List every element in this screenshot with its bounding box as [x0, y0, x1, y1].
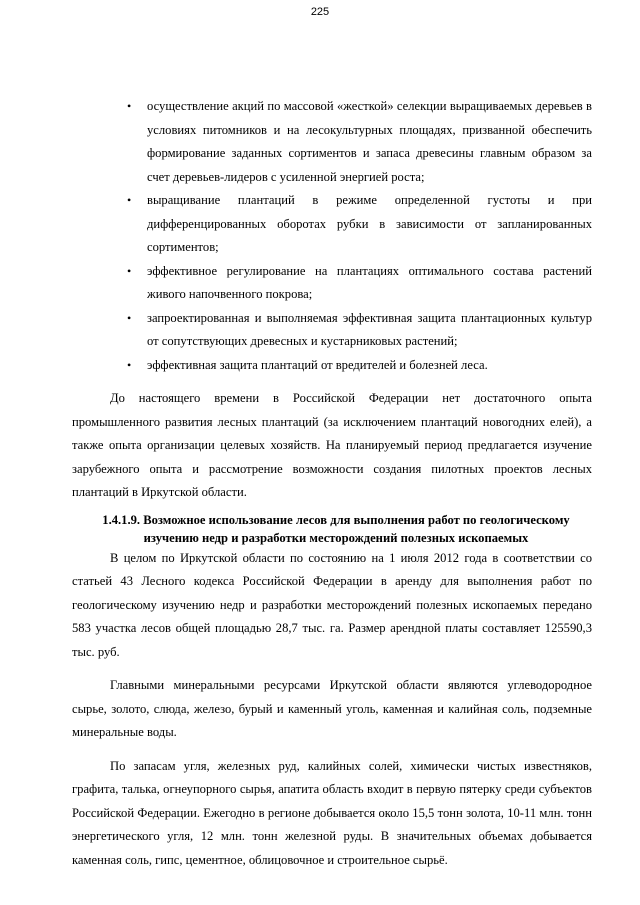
list-item-text: эффективная защита плантаций от вредителей и болезней леса.: [147, 357, 488, 372]
page-number: 225: [310, 6, 330, 18]
section-heading: 1.4.1.9. Возможное использование лесов для выполнения работ по геологическому изучению недр и разработки месторождений полезных ископаемых: [102, 512, 570, 545]
bullet-icon: •: [127, 263, 132, 278]
paragraph-reserves: По запасам угля, железных руд, калийных солей, химически чистых известняков, графита, талька, огнеупорного сырья, апатита область входит в первую пятерку среди субъектов Российской Федерации. Ежегодно в регионе добывается около 15,5 тонн золота, 10-11 млн. тонн энергетического угля, 12 млн. тонн железной руды. В значительных объемах добывается каменная соль, гипс, цементное, облицовочное и строительное сырьё.: [72, 758, 592, 867]
list-item-text: эффективное регулирование на плантациях оптимального состава растений живого напочвенного покрова;: [147, 263, 592, 301]
bullet-icon: •: [127, 193, 132, 207]
paragraph-mineral-resources: Главными минеральными ресурсами Иркутской области являются углеводородное сырье, золото, слюда, железо, бурый и каменный уголь, каменная и калийная соль, подземные минеральные воды.: [72, 678, 592, 739]
list-item-text: осуществление акций по массовой «жесткой» селекции выращиваемых деревьев в условиях питомников и на лесокультурных площадях, призванной обеспечить формирование заданных сортиментов и запаса древесины главным образом за счет деревьев-лидеров с усиленной энергией роста;: [147, 99, 592, 184]
bullet-icon: •: [127, 310, 132, 325]
bullet-icon: •: [127, 99, 132, 113]
bullet-list: [72, 95, 592, 377]
list-item: [72, 95, 592, 189]
list-item-text: выращивание плантаций в режиме определенной густоты и при дифференцированных оборотах рубки в зависимости от запланированных сортиментов;: [147, 193, 592, 254]
list-item: [72, 189, 592, 260]
list-item: [72, 307, 592, 354]
list-item-text: запроектированная и выполняемая эффективная защита плантационных культур от сопутствующих древесных и кустарниковых растений;: [147, 310, 592, 348]
document-body: [72, 95, 592, 872]
list-item: [72, 354, 592, 378]
paragraph-plantation-experience: До настоящего времени в Российской Федерации нет достаточного опыта промышленного развития лесных плантаций (за исключением плантаций новогодних елей), а также опыта организации целевых хозяйств. На планируемый период предлагается изучение зарубежного опыта и рассмотрение возможности создания пилотных проектов лесных плантаций в Иркутской области.: [72, 391, 592, 499]
list-item: [72, 260, 592, 307]
bullet-icon: •: [127, 357, 132, 372]
paragraph-lease: В целом по Иркутской области по состоянию на 1 июля 2012 года в соответствии со статьей 43 Лесного кодекса Российской Федерации в аренду для выполнения работ по геологическому изучению недр и разработки месторождений полезных ископаемых передано 583 участка лесов общей площадью 28,7 тыс. га. Размер арендной платы составляет 125590,3 тыс. руб.: [72, 550, 592, 659]
